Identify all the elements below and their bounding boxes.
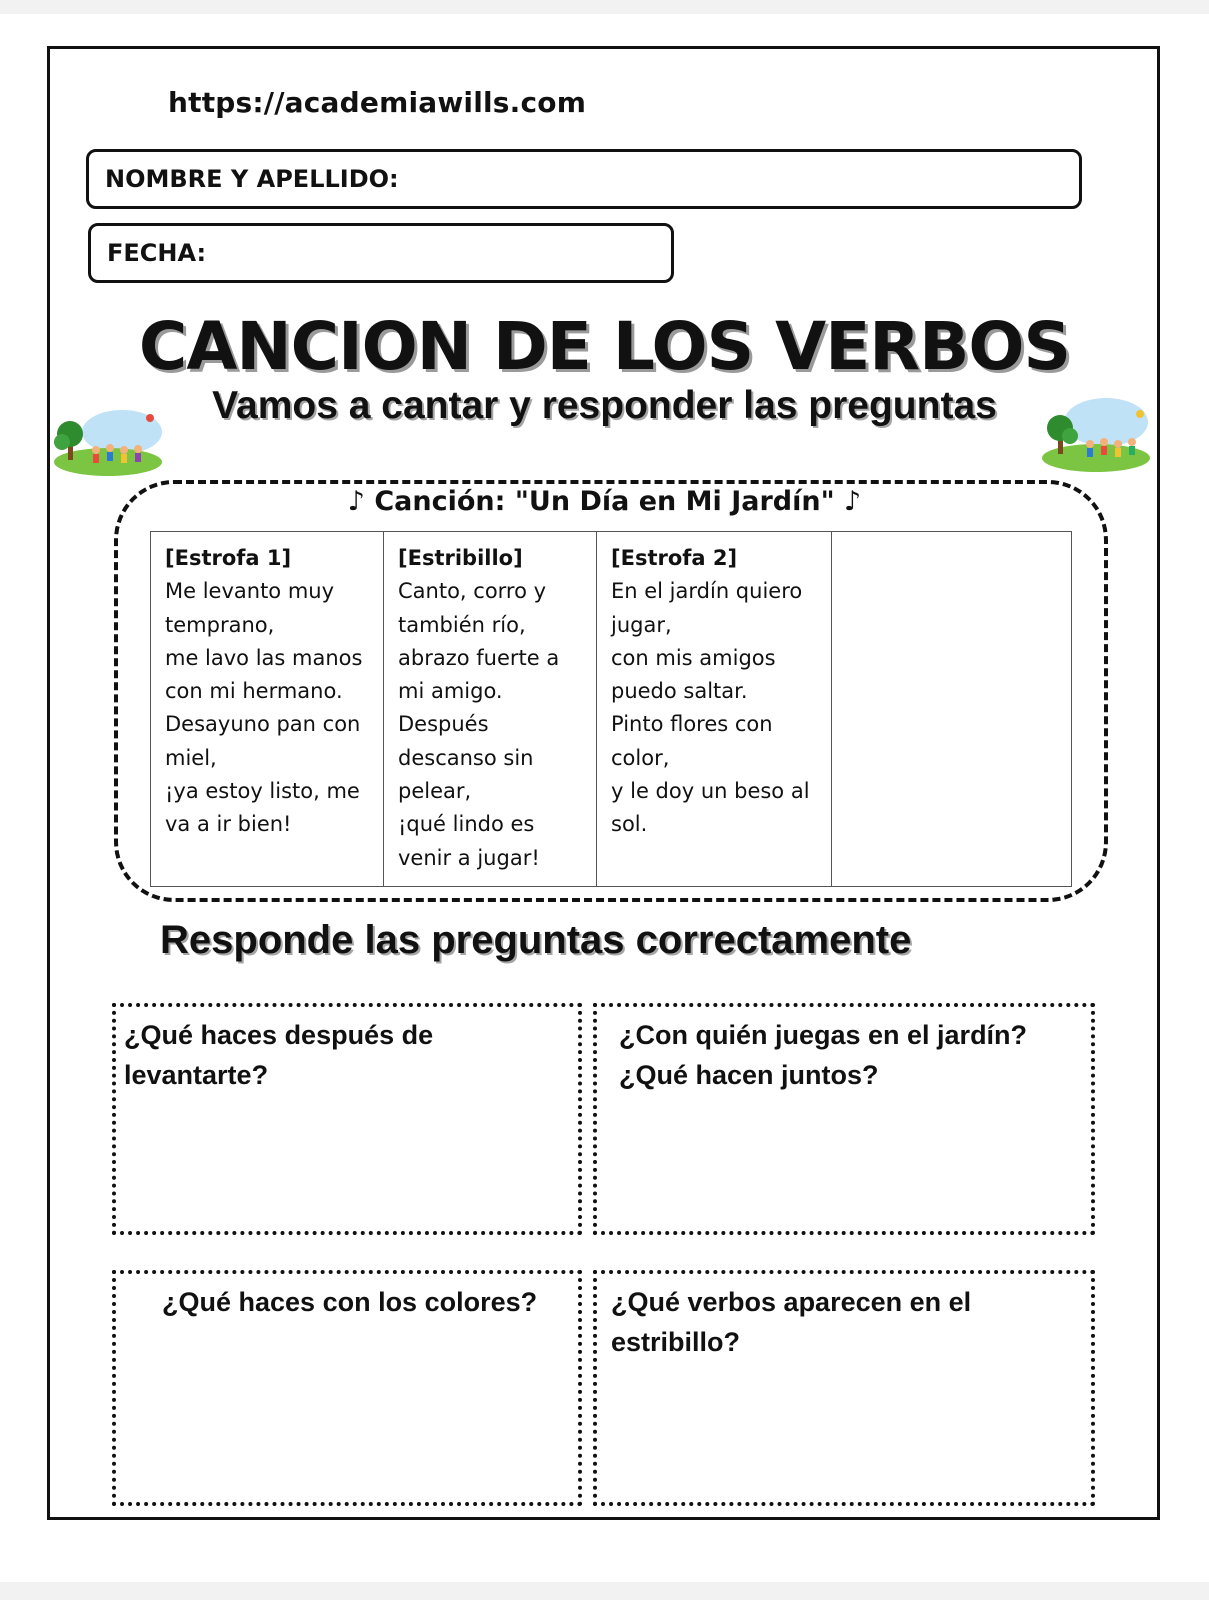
lyric-line: temprano, xyxy=(165,612,275,637)
worksheet-title: CANCION DE LOS VERBOS xyxy=(138,308,1071,385)
stanza-column xyxy=(597,532,832,886)
name-label: NOMBRE Y APELLIDO: xyxy=(105,165,399,193)
lyric-line: va a ir bien! xyxy=(165,812,292,837)
date-label: FECHA: xyxy=(107,239,207,267)
lyrics-table xyxy=(150,531,1072,887)
stanza-heading: [Estribillo] xyxy=(398,546,523,570)
question-box-2[interactable] xyxy=(593,1003,1095,1235)
lyric-line: Después xyxy=(398,712,489,737)
lyric-line: Desayuno pan con xyxy=(165,712,361,737)
lyric-line: mi amigo. xyxy=(398,679,503,704)
question-text: ¿Qué verbos aparecen en el estribillo? xyxy=(611,1287,972,1357)
lyric-line: puedo saltar. xyxy=(611,679,748,704)
empty-column xyxy=(832,532,1071,886)
name-field[interactable] xyxy=(86,149,1082,209)
questions-heading: Responde las preguntas correctamente xyxy=(160,918,912,962)
date-field[interactable] xyxy=(88,223,674,283)
question-box-3[interactable] xyxy=(112,1270,582,1506)
lyric-line: miel, xyxy=(165,745,217,770)
question-box-1[interactable] xyxy=(112,1003,582,1235)
stanza-heading: [Estrofa 1] xyxy=(165,546,292,570)
question-box-4[interactable] xyxy=(593,1270,1095,1506)
lyric-line: Pinto flores con xyxy=(611,712,773,737)
lyric-line: me lavo las manos xyxy=(165,645,363,670)
lyric-line: descanso sin xyxy=(398,745,534,770)
lyric-line: Me levanto muy xyxy=(165,579,335,604)
lyric-line: abrazo fuerte a xyxy=(398,645,560,670)
lyric-line: venir a jugar! xyxy=(398,845,540,870)
song-title: ♪ Canción: "Un Día en Mi Jardín" ♪ xyxy=(347,486,862,517)
lyric-line: también río, xyxy=(398,612,526,637)
source-url: https://academiawills.com xyxy=(168,86,587,119)
lyric-line: En el jardín quiero xyxy=(611,579,803,604)
question-text: ¿Con quién juegas en el jardín? ¿Qué hacen juntos? xyxy=(619,1020,1028,1090)
worksheet-subtitle: Vamos a cantar y responder las preguntas xyxy=(212,384,997,427)
lyric-line: color, xyxy=(611,745,670,770)
lyric-line: sol. xyxy=(611,812,648,837)
stanza-heading: [Estrofa 2] xyxy=(611,546,738,570)
lyric-line: ¡qué lindo es xyxy=(398,812,535,837)
kids-park-illustration-left xyxy=(52,400,164,478)
lyric-line: con mi hermano. xyxy=(165,679,343,704)
question-text: ¿Qué haces después de levantarte? xyxy=(124,1020,434,1090)
lyric-line: ¡ya estoy listo, me xyxy=(165,779,360,804)
chorus-column xyxy=(384,532,597,886)
question-text: ¿Qué haces con los colores? xyxy=(162,1287,538,1317)
lyric-line: y le doy un beso al xyxy=(611,779,810,804)
kids-park-illustration-right xyxy=(1040,392,1152,474)
lyric-line: con mis amigos xyxy=(611,645,776,670)
lyric-line: Canto, corro y xyxy=(398,579,547,604)
lyric-line: jugar, xyxy=(611,612,672,637)
lyric-line: pelear, xyxy=(398,779,472,804)
stanza-column xyxy=(151,532,384,886)
